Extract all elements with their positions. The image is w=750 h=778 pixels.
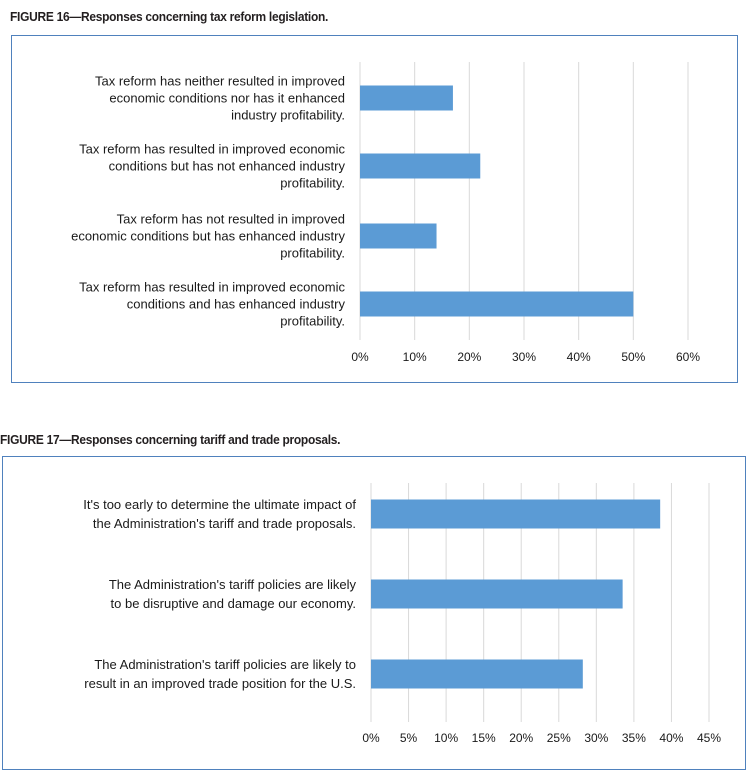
fig17-category-label: result in an improved trade position for the U.S.: [84, 676, 356, 691]
fig16-category-label: profitability.: [280, 245, 345, 261]
fig17-bar: [371, 500, 660, 529]
fig16-category-label: conditions but has not enhanced industry: [108, 158, 345, 174]
fig16-category-label: Tax reform has neither resulted in improved: [94, 73, 345, 89]
fig16-category-label: Tax reform has resulted in improved economic: [79, 141, 345, 157]
fig16-category-label: profitability.: [280, 175, 345, 191]
fig17-category-label: It's too early to determine the ultimate impact of: [83, 497, 356, 512]
fig17-tick-label: 25%: [546, 731, 571, 745]
fig17-tick-label: 20%: [509, 731, 534, 745]
figure-17-title: FIGURE 17—Responses concerning tariff and trade proposals.: [0, 432, 341, 447]
fig17-tick-label: 5%: [399, 731, 418, 745]
figure-16-title: FIGURE 16—Responses concerning tax reform legislation.: [10, 9, 329, 24]
fig17-bar: [371, 580, 623, 609]
fig16-tick-label: 60%: [675, 350, 701, 364]
fig16-category-label: economic conditions nor has it enhanced: [109, 90, 345, 106]
fig17-tick-label: 15%: [471, 731, 496, 745]
fig16-tick-label: 20%: [457, 350, 482, 364]
fig17-tick-label: 10%: [434, 731, 459, 745]
fig16-category-label: conditions and has enhanced industry: [126, 296, 345, 312]
fig17-tick-label: 0%: [362, 731, 380, 745]
fig16-tick-label: 10%: [402, 350, 427, 364]
fig17-category-label: The Administration's tariff policies are likely: [108, 577, 356, 592]
fig17-category-label: to be disruptive and damage our economy.: [110, 596, 356, 611]
fig16-category-label: Tax reform has resulted in improved economic: [79, 279, 345, 295]
fig16-tick-label: 40%: [566, 350, 591, 364]
fig17-bar: [371, 660, 583, 689]
fig16-category-label: Tax reform has not resulted in improved: [116, 211, 345, 227]
fig17-category-label: The Administration's tariff policies are likely to: [94, 657, 356, 672]
fig16-tick-label: 50%: [621, 350, 646, 364]
fig16-tick-label: 0%: [351, 350, 369, 364]
fig17-tick-label: 40%: [659, 731, 684, 745]
fig17-tick-label: 30%: [584, 731, 609, 745]
fig17-tick-label: 35%: [621, 731, 646, 745]
fig16-tick-label: 30%: [511, 350, 537, 364]
fig16-category-label: industry profitability.: [231, 107, 345, 123]
fig17-category-label: the Administration's tariff and trade proposals.: [92, 516, 356, 531]
fig17-tick-label: 45%: [696, 731, 722, 745]
fig16-category-label: profitability.: [280, 313, 345, 329]
fig16-category-label: economic conditions but has enhanced industry: [71, 228, 345, 244]
